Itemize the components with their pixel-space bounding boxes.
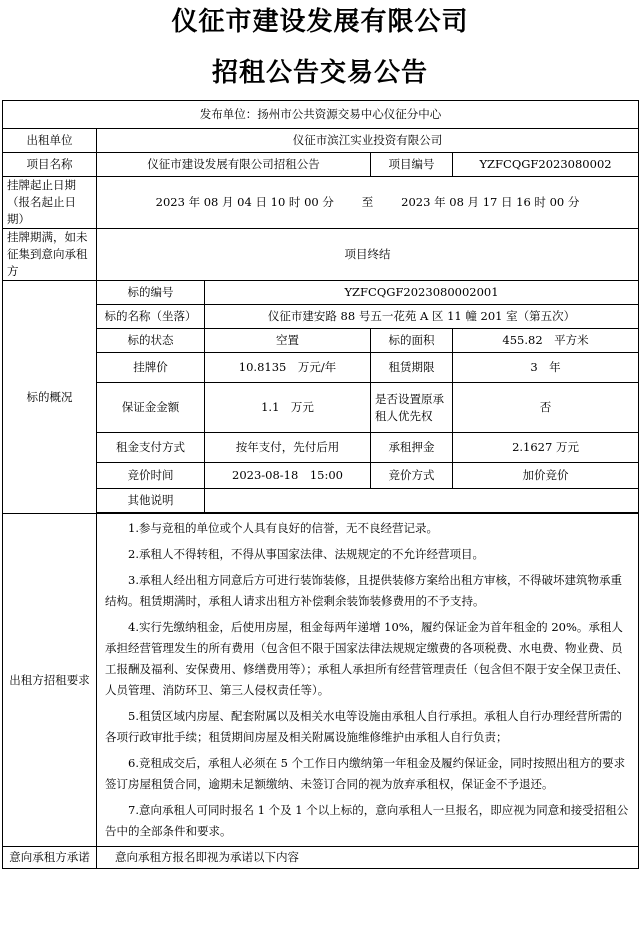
listing-period-value xyxy=(97,177,639,229)
publisher-row xyxy=(3,101,639,129)
security-value: 2.1627 万元 xyxy=(453,433,639,463)
listing-period-label: 挂牌起止日期（报名起止日期） xyxy=(3,177,97,229)
price-value: 10.8135 万元/年 xyxy=(205,353,371,383)
price-label: 挂牌价 xyxy=(97,353,205,383)
payment-value: 按年支付，先付后用 xyxy=(205,433,371,463)
other-label: 其他说明 xyxy=(97,489,205,513)
lessor-row xyxy=(3,129,639,153)
commitment-value: 意向承租方报名即视为承诺以下内容 xyxy=(97,847,639,869)
term-label: 租赁期限 xyxy=(371,353,453,383)
payment-label: 租金支付方式 xyxy=(97,433,205,463)
deposit-value: 1.1 万元 xyxy=(205,383,371,433)
project-no-label: 项目编号 xyxy=(371,153,453,177)
status-row xyxy=(3,329,639,353)
deposit-label: 保证金金额 xyxy=(97,383,205,433)
deposit-row xyxy=(3,383,639,433)
requirement-item: 1.参与竞租的单位或个人具有良好的信誉，无不良经营记录。 xyxy=(128,521,438,535)
expiry-value: 项目终结 xyxy=(97,229,639,281)
bid-method-label: 竞价方式 xyxy=(371,463,453,489)
project-name-label: 项目名称 xyxy=(3,153,97,177)
target-no-row xyxy=(3,281,639,305)
publisher: 发布单位：扬州市公共资源交易中心仪征分中心 xyxy=(3,101,639,129)
lessor-label: 出租单位 xyxy=(3,129,97,153)
bid-method-value: 加价竞价 xyxy=(453,463,639,489)
project-row xyxy=(3,153,639,177)
expiry-label: 挂牌期满，如未征集到意向承租方 xyxy=(3,229,97,281)
requirements-row xyxy=(3,514,639,847)
notice-table xyxy=(2,100,639,869)
priority-value: 否 xyxy=(453,383,639,433)
bid-time-label: 竞价时间 xyxy=(97,463,205,489)
status-label: 标的状态 xyxy=(97,329,205,353)
bid-row xyxy=(3,463,639,489)
bid-time-value: 2023-08-18 15:00 xyxy=(205,463,371,489)
document-subtitle: 招租公告交易公告 xyxy=(211,58,428,88)
overview-label: 标的概况 xyxy=(3,281,97,514)
payment-row xyxy=(3,433,639,463)
listing-period-row xyxy=(3,177,639,229)
expiry-row xyxy=(3,229,639,281)
requirement-item: 4.实行先缴纳租金，后使用房屋，租金每两年递增 10%，履约保证金为首年租金的 20%。承租人承担经营管理发生的所有费用（包含但不限于国家法律法规规定缴费的各项税费、水电费、物业费、员工报酬及福利、安保费用、修缮费用等）；承租人承担所有经营管理责任（包含但不限于安全保卫责任、人员管理、消防环卫、第三人侵权责任等）。 xyxy=(105,620,629,697)
project-name-value: 仪征市建设发展有限公司招租公告 xyxy=(97,153,371,177)
document-title: 仪征市建设发展有限公司 xyxy=(171,7,469,37)
requirement-item: 6.竞租成交后，承租人必须在 5 个工作日内缴纳第一年租金及履约保证金，同时按照出租方的要求签订房屋租赁合同，逾期未足额缴纳、未签订合同的视为放弃承租权，保证金不予退还。 xyxy=(105,756,626,791)
requirement-item: 7.意向承租人可同时报名 1 个及 1 个以上标的，意向承租人一旦报名，即应视为同意和接受招租公告中的全部条件和要求。 xyxy=(105,803,629,838)
area-label: 标的面积 xyxy=(371,329,453,353)
listing-start: 2023 年 08 月 04 日 10 时 00 分 xyxy=(155,195,334,209)
commitment-label: 意向承租方承诺 xyxy=(3,847,97,869)
other-row xyxy=(3,489,639,513)
status-value: 空置 xyxy=(205,329,371,353)
listing-to: 至 xyxy=(361,195,374,209)
security-label: 承租押金 xyxy=(371,433,453,463)
project-no-value: YZFCQGF2023080002 xyxy=(453,153,639,177)
commitment-row xyxy=(3,847,639,869)
area-value: 455.82 平方米 xyxy=(453,329,639,353)
price-row xyxy=(3,353,639,383)
requirement-item: 3.承租人经出租方同意后方可进行装饰装修，且提供装修方案给出租方审核，不得破坏建筑物承重结构。租赁期满时，承租人请求出租方补偿剩余装饰装修费用的不予支持。 xyxy=(105,573,622,608)
requirement-item: 5.租赁区域内房屋、配套附属以及相关水电等设施由承租人自行承担。承租人自行办理经营所需的各项行政审批手续；租赁期间房屋及相关附属设施维修维护由承租人自行负责； xyxy=(105,709,622,744)
listing-end: 2023 年 08 月 17 日 16 时 00 分 xyxy=(401,195,580,209)
target-name-row xyxy=(3,305,639,329)
requirements-label: 出租方招租要求 xyxy=(3,514,97,847)
target-no-label: 标的编号 xyxy=(97,281,205,305)
other-value xyxy=(205,489,639,513)
target-no-value: YZFCQGF2023080002001 xyxy=(205,281,639,305)
target-name-value: 仪征市建安路 88 号五一花苑 A 区 11 幢 201 室（第五次） xyxy=(205,305,639,329)
lessor-value: 仪征市滨江实业投资有限公司 xyxy=(97,129,639,153)
requirements-list xyxy=(97,514,639,847)
priority-label: 是否设置原承租人优先权 xyxy=(371,383,453,433)
term-value: 3 年 xyxy=(453,353,639,383)
requirement-item: 2.承租人不得转租，不得从事国家法律、法规规定的不允许经营项目。 xyxy=(128,547,484,561)
target-name-label: 标的名称（坐落） xyxy=(97,305,205,329)
